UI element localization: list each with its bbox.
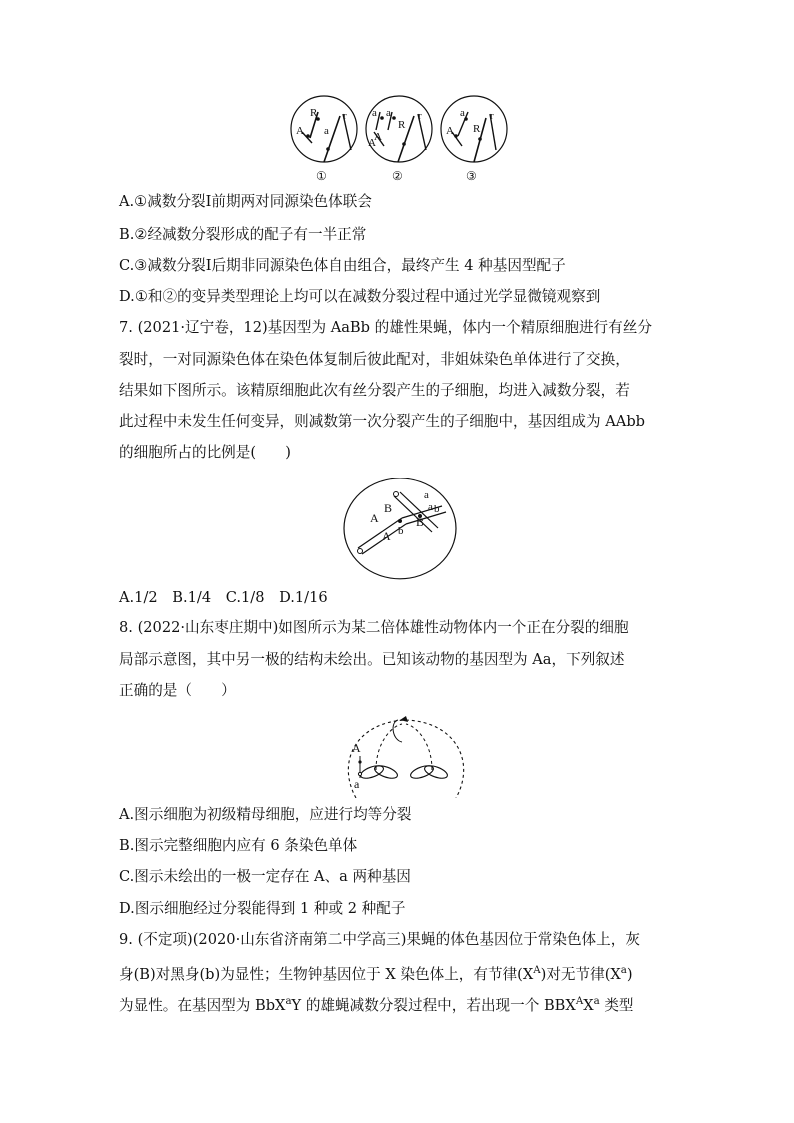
superscript: A [575, 996, 584, 1007]
gene-label: r [343, 110, 347, 122]
question-7-line: 裂时，一对同源染色体在染色体复制后彼此配对，非姐妹染色单体进行了交换， [119, 351, 630, 368]
gene-label: b [434, 503, 440, 515]
text-segment: X [583, 996, 594, 1014]
gene-label: a [460, 107, 465, 119]
gene-label: A [368, 137, 376, 149]
option-c: C.③减数分裂Ⅰ后期非同源染色体自由组合，最终产生 4 种基因型配子 [119, 257, 566, 274]
question-7-line: 结果如下图所示。该精原细胞此次有丝分裂产生的子细胞，均进入减数分裂，若 [119, 382, 630, 399]
question-8-line: 局部示意图，其中另一极的结构未绘出。已知该动物的基因型为 Aa，下列叙述 [119, 651, 625, 668]
figure-dividing-cell [336, 712, 476, 798]
gene-label: A [374, 131, 382, 143]
gene-label: a [354, 777, 360, 791]
question-9-line-3 [119, 992, 634, 1016]
gene-label: B [416, 515, 425, 529]
gene-label: r [418, 110, 422, 122]
gene-label: b [398, 525, 404, 537]
figure-three-cells [288, 94, 512, 184]
text-segment: 类型 [599, 996, 634, 1014]
text-segment: )对无节律(X [540, 965, 621, 983]
question-7-options: A.1/2 B.1/4 C.1/8 D.1/16 [119, 589, 328, 606]
gene-label: a [386, 107, 391, 119]
option-a: A.图示细胞为初级精母细胞，应进行均等分裂 [119, 806, 412, 823]
text-segment: 身(B)对黑身(b)为显性；生物钟基因位于 X 染色体上，有节律(X [119, 965, 534, 983]
figure-crossover-cell [342, 478, 458, 580]
gene-label: B [384, 501, 393, 515]
cell-1 [291, 96, 357, 183]
gene-label: r [490, 110, 494, 122]
option-b: B.图示完整细胞内应有 6 条染色单体 [119, 837, 358, 854]
gene-label: a [372, 107, 377, 119]
option-c: C.图示未绘出的一极一定存在 A、a 两种基因 [119, 868, 411, 885]
gene-label: a [424, 489, 429, 501]
gene-label: R [473, 123, 481, 135]
option-d: D.①和②的变异类型理论上均可以在减数分裂过程中通过光学显微镜观察到 [119, 288, 601, 305]
cell-3 [441, 96, 507, 183]
text-segment: 为显性。在基因型为 BbX [119, 996, 286, 1014]
gene-label: A [370, 511, 379, 525]
question-7-line: 7. (2021·辽宁卷，12)基因型为 AaBb 的雄性果蝇，体内一个精原细胞进行有丝分 [119, 319, 652, 336]
gene-label: A [382, 529, 391, 543]
gene-label: a [428, 501, 433, 513]
option-d: D.图示细胞经过分裂能得到 1 种或 2 种配子 [119, 900, 406, 917]
gene-label: A [352, 741, 361, 755]
superscript: a [593, 996, 600, 1007]
superscript: a [285, 996, 292, 1007]
question-7-line: 此过程中未发生任何变异，则减数第一次分裂产生的子细胞中，基因组成为 AAbb [119, 413, 645, 430]
gene-label: a [324, 125, 329, 137]
gene-label: R [398, 119, 406, 131]
gene-label: A [446, 125, 454, 137]
question-8-line: 8. (2022·山东枣庄期中)如图所示为某二倍体雄性动物体内一个正在分裂的细胞 [119, 619, 629, 636]
text-segment: ) [626, 965, 633, 983]
text-segment: Y 的雄蝇减数分裂过程中，若出现一个 BBX [291, 996, 576, 1014]
cell-number: ② [392, 169, 403, 183]
cell-number: ① [316, 169, 327, 183]
superscript: A [533, 965, 541, 976]
question-7-line: 的细胞所占的比例是( ) [119, 444, 291, 461]
option-b: B.②经减数分裂形成的配子有一半正常 [119, 226, 367, 243]
gene-label: A [296, 125, 304, 137]
superscript: a [620, 965, 627, 976]
question-9-line-1: 9. (不定项)(2020·山东省济南第二中学高三)果蝇的体色基因位于常染色体上，灰 [119, 931, 640, 948]
cell-number: ③ [466, 169, 477, 183]
cell-2 [366, 96, 432, 183]
option-a: A.①减数分裂Ⅰ前期两对同源染色体联会 [119, 193, 372, 210]
question-8-line: 正确的是（ ） [119, 682, 236, 699]
gene-label: R [310, 107, 318, 119]
question-9-line-2 [119, 961, 633, 985]
